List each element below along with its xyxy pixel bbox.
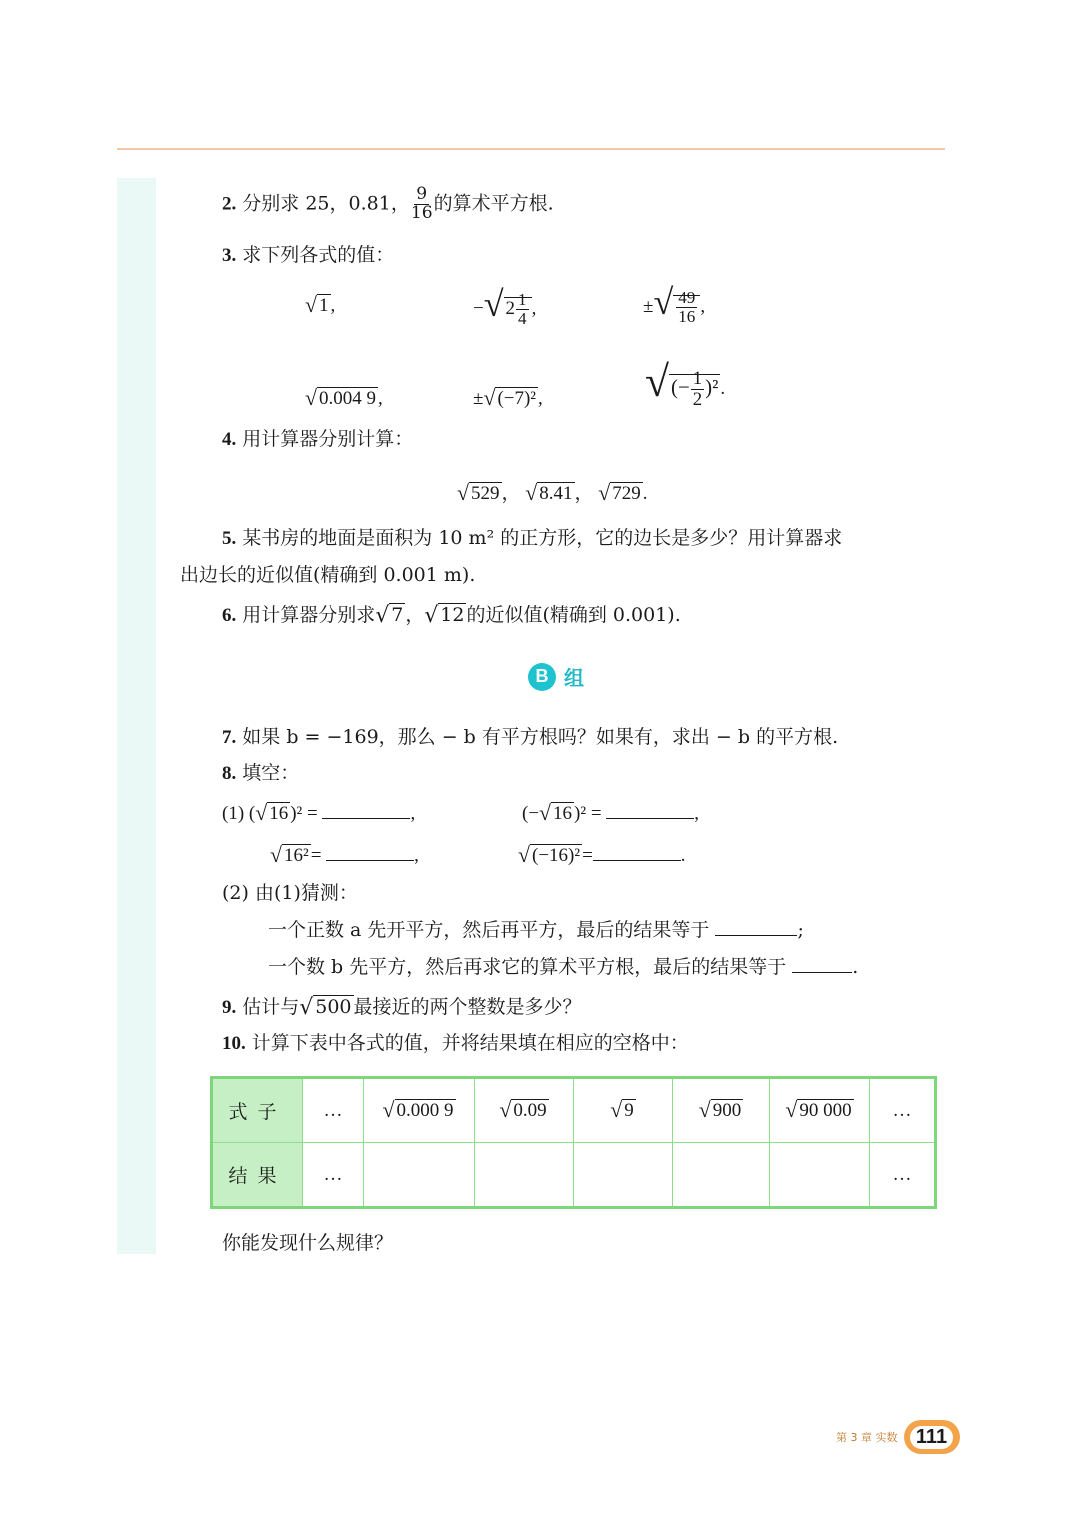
separator: ， bbox=[574, 483, 594, 504]
sign: − bbox=[473, 298, 484, 320]
paren-open: (− bbox=[522, 802, 540, 824]
separator: , bbox=[378, 387, 383, 409]
radicand: 16 bbox=[553, 802, 573, 824]
separator: ， bbox=[405, 604, 425, 626]
answer-cell[interactable] bbox=[574, 1143, 673, 1208]
answer-blank[interactable] bbox=[593, 844, 681, 861]
problem-8-guess-1 bbox=[268, 916, 804, 944]
answer-cell[interactable] bbox=[364, 1143, 475, 1208]
equals: = bbox=[582, 844, 593, 866]
problem-8 bbox=[222, 759, 299, 788]
problem-text: 的算术平方根. bbox=[433, 192, 554, 215]
expr-sqrt-neg7-sq bbox=[473, 386, 543, 411]
separator: , bbox=[410, 802, 416, 824]
table-cell bbox=[475, 1078, 574, 1143]
sqrt-icon: √ bbox=[375, 603, 390, 629]
problem-text: 最接近的两个整数是多少？ bbox=[353, 996, 582, 1018]
page-footer bbox=[836, 1420, 960, 1454]
fill-1c bbox=[270, 843, 419, 868]
problem-number: 7. bbox=[222, 727, 237, 748]
problem-text: 用计算器分别计算： bbox=[242, 428, 414, 450]
problem-number: 5. bbox=[222, 528, 237, 549]
fraction bbox=[411, 186, 433, 223]
sqrt-icon: √ bbox=[424, 603, 439, 629]
problem-9 bbox=[222, 993, 582, 1022]
sqrt-icon: √ bbox=[457, 481, 469, 506]
separator: , bbox=[538, 387, 543, 409]
problem-number: 4. bbox=[222, 429, 237, 450]
whole: 2 bbox=[505, 298, 516, 320]
problem-text: 你能发现什么规律？ bbox=[222, 1232, 394, 1254]
numerator: 9 bbox=[416, 184, 428, 204]
expr-sqrt-49-16 bbox=[643, 281, 705, 326]
table-cell: … bbox=[870, 1143, 936, 1208]
problem-number: 9. bbox=[222, 997, 237, 1018]
problem-5 bbox=[222, 524, 842, 553]
page-number-badge bbox=[904, 1420, 960, 1454]
radicand: 7 bbox=[391, 604, 404, 626]
sqrt-icon: √ bbox=[645, 358, 669, 406]
answer-cell[interactable] bbox=[475, 1143, 574, 1208]
radicand: 0.000 9 bbox=[396, 1099, 454, 1121]
problem-5-cont bbox=[180, 561, 475, 589]
problem-2 bbox=[222, 186, 554, 223]
separator: , bbox=[414, 844, 419, 866]
expr-sqrt-1 bbox=[305, 293, 335, 318]
radicand: 529 bbox=[471, 483, 500, 504]
problem-number: 2. bbox=[222, 193, 237, 215]
sqrt-icon: √ bbox=[610, 1098, 623, 1122]
sign: ± bbox=[643, 296, 654, 318]
values-table bbox=[210, 1076, 937, 1209]
problem-8-guess-2 bbox=[268, 953, 858, 981]
problem-number: 10. bbox=[222, 1033, 246, 1054]
radicand: 0.004 9 bbox=[319, 387, 376, 409]
equals: = bbox=[310, 844, 322, 866]
denominator: 2 bbox=[692, 388, 703, 410]
separator: . bbox=[642, 483, 648, 504]
row-header: 结果 bbox=[212, 1143, 303, 1208]
answer-blank[interactable] bbox=[322, 802, 410, 819]
fraction bbox=[516, 291, 529, 328]
paren-close: )² = bbox=[290, 802, 318, 824]
radicand: 9 bbox=[624, 1099, 634, 1121]
problem-text: 填空： bbox=[242, 762, 300, 784]
denominator: 16 bbox=[678, 307, 696, 327]
header-rule bbox=[117, 148, 945, 150]
sqrt-icon: √ bbox=[483, 284, 504, 324]
problem-text: 某书房的地面是面积为 10 m² 的正方形，它的边长是多少？用计算器求 bbox=[242, 527, 843, 549]
problem-number: 6. bbox=[222, 605, 237, 626]
separator: , bbox=[700, 296, 706, 318]
problem-6 bbox=[222, 601, 681, 630]
problem-4 bbox=[222, 425, 413, 454]
sign: ± bbox=[473, 387, 484, 409]
separator: . bbox=[680, 844, 686, 866]
table-row bbox=[212, 1078, 936, 1143]
sqrt-icon: √ bbox=[299, 995, 314, 1021]
table-cell: … bbox=[870, 1078, 936, 1143]
separator: ， bbox=[501, 483, 521, 504]
fill-1a bbox=[222, 801, 415, 826]
problem-text: 如果 b = −169，那么 − b 有平方根吗？如果有，求出 − b 的平方根. bbox=[242, 726, 839, 748]
table-cell bbox=[770, 1078, 870, 1143]
problem-number: 3. bbox=[222, 245, 237, 266]
problem-text: 由(1)猜测： bbox=[254, 882, 358, 904]
radicand: (−16)² bbox=[532, 844, 581, 866]
numerator: 1 bbox=[518, 290, 527, 310]
problem-8-part-2 bbox=[222, 879, 358, 907]
answer-blank[interactable] bbox=[792, 956, 852, 973]
problem-text: 的近似值(精确到 0.001). bbox=[466, 604, 681, 626]
expr-sqrt-0-0049 bbox=[305, 386, 383, 411]
answer-blank[interactable] bbox=[326, 844, 414, 861]
radicand: 16 bbox=[269, 802, 289, 824]
paren-open: (− bbox=[670, 374, 690, 399]
problem-text: 一个数 b 先平方，然后再求它的算术平方根，最后的结果等于 bbox=[268, 956, 787, 978]
radicand: 900 bbox=[712, 1099, 742, 1121]
table-cell: … bbox=[303, 1143, 364, 1208]
radicand: 500 bbox=[315, 996, 352, 1018]
page-number: 111 bbox=[910, 1426, 953, 1449]
paren-open: ( bbox=[248, 802, 256, 824]
table-cell bbox=[574, 1078, 673, 1143]
fraction bbox=[676, 289, 697, 326]
sqrt-icon: √ bbox=[255, 801, 268, 825]
numerator: 1 bbox=[692, 367, 703, 389]
fill-1d bbox=[518, 843, 686, 868]
section-b-heading bbox=[528, 662, 584, 691]
radicand: 0.09 bbox=[513, 1099, 547, 1121]
fill-1b bbox=[522, 801, 699, 826]
radicand: 1 bbox=[319, 294, 329, 316]
separator: , bbox=[330, 294, 336, 316]
sqrt-icon: √ bbox=[525, 481, 538, 506]
answer-blank[interactable] bbox=[606, 802, 694, 819]
problem-text: 一个正数 a 先开平方，然后再平方，最后的结果等于 bbox=[268, 919, 710, 941]
numerator: 49 bbox=[678, 288, 696, 308]
problem-3 bbox=[222, 241, 394, 270]
sub-label: (2) bbox=[222, 882, 249, 904]
section-label: 组 bbox=[564, 666, 584, 690]
section-badge: B bbox=[528, 663, 556, 691]
table-question bbox=[222, 1229, 393, 1257]
answer-cell[interactable] bbox=[673, 1143, 770, 1208]
sqrt-icon: √ bbox=[270, 843, 282, 867]
sqrt-icon: √ bbox=[305, 293, 317, 317]
sqrt-icon: √ bbox=[698, 1098, 711, 1122]
problem-number: 8. bbox=[222, 763, 237, 784]
row-header: 式子 bbox=[212, 1078, 303, 1143]
radicand: 8.41 bbox=[539, 483, 573, 504]
problem-text: 求下列各式的值： bbox=[242, 244, 395, 266]
radicand: 90 000 bbox=[799, 1099, 852, 1121]
separator: . bbox=[852, 956, 859, 978]
problem-text: 分别求 25，0.81， bbox=[242, 192, 410, 215]
sqrt-icon: √ bbox=[518, 843, 530, 867]
separator: , bbox=[531, 298, 537, 320]
side-band bbox=[117, 178, 156, 1254]
separator: ; bbox=[797, 919, 804, 941]
expr-sqrt-2-1-4 bbox=[473, 283, 536, 328]
table-cell: … bbox=[303, 1078, 364, 1143]
expr-sqrt-neg-half-sq bbox=[645, 357, 725, 409]
sub-label: (1) bbox=[222, 802, 245, 824]
paren-close: )² = bbox=[574, 802, 602, 824]
answer-cell[interactable] bbox=[770, 1143, 870, 1208]
problem-text: 计算下表中各式的值，并将结果填在相应的空格中： bbox=[251, 1032, 689, 1054]
fraction bbox=[691, 369, 704, 410]
problem-10 bbox=[222, 1029, 689, 1058]
radicand: (−7)² bbox=[497, 387, 537, 409]
radicand: 12 bbox=[440, 604, 465, 626]
sqrt-icon: √ bbox=[785, 1098, 798, 1122]
sqrt-icon: √ bbox=[539, 801, 552, 825]
answer-blank[interactable] bbox=[715, 919, 797, 936]
sqrt-icon: √ bbox=[483, 386, 496, 410]
sqrt-icon: √ bbox=[499, 1098, 512, 1122]
problem-text: 出边长的近似值(精确到 0.001 m). bbox=[180, 564, 476, 586]
sqrt-icon: √ bbox=[653, 282, 674, 322]
problem-7 bbox=[222, 723, 838, 752]
chapter-label: 第 3 章 实数 bbox=[836, 1431, 898, 1444]
expr-row-calculator bbox=[457, 478, 648, 506]
denominator: 4 bbox=[518, 309, 527, 329]
separator: , bbox=[694, 802, 700, 824]
table-cell bbox=[673, 1078, 770, 1143]
problem-text: 估计与 bbox=[242, 996, 300, 1018]
sqrt-icon: √ bbox=[305, 386, 317, 410]
sqrt-icon: √ bbox=[598, 481, 611, 506]
sqrt-icon: √ bbox=[382, 1098, 395, 1122]
separator: . bbox=[720, 377, 726, 399]
radicand: 16² bbox=[284, 844, 309, 866]
denominator: 16 bbox=[410, 202, 433, 223]
table-cell bbox=[364, 1078, 475, 1143]
table-row bbox=[212, 1143, 936, 1208]
problem-text: 用计算器分别求 bbox=[242, 604, 376, 626]
paren-close: )² bbox=[705, 374, 719, 399]
radicand: 729 bbox=[612, 483, 641, 504]
